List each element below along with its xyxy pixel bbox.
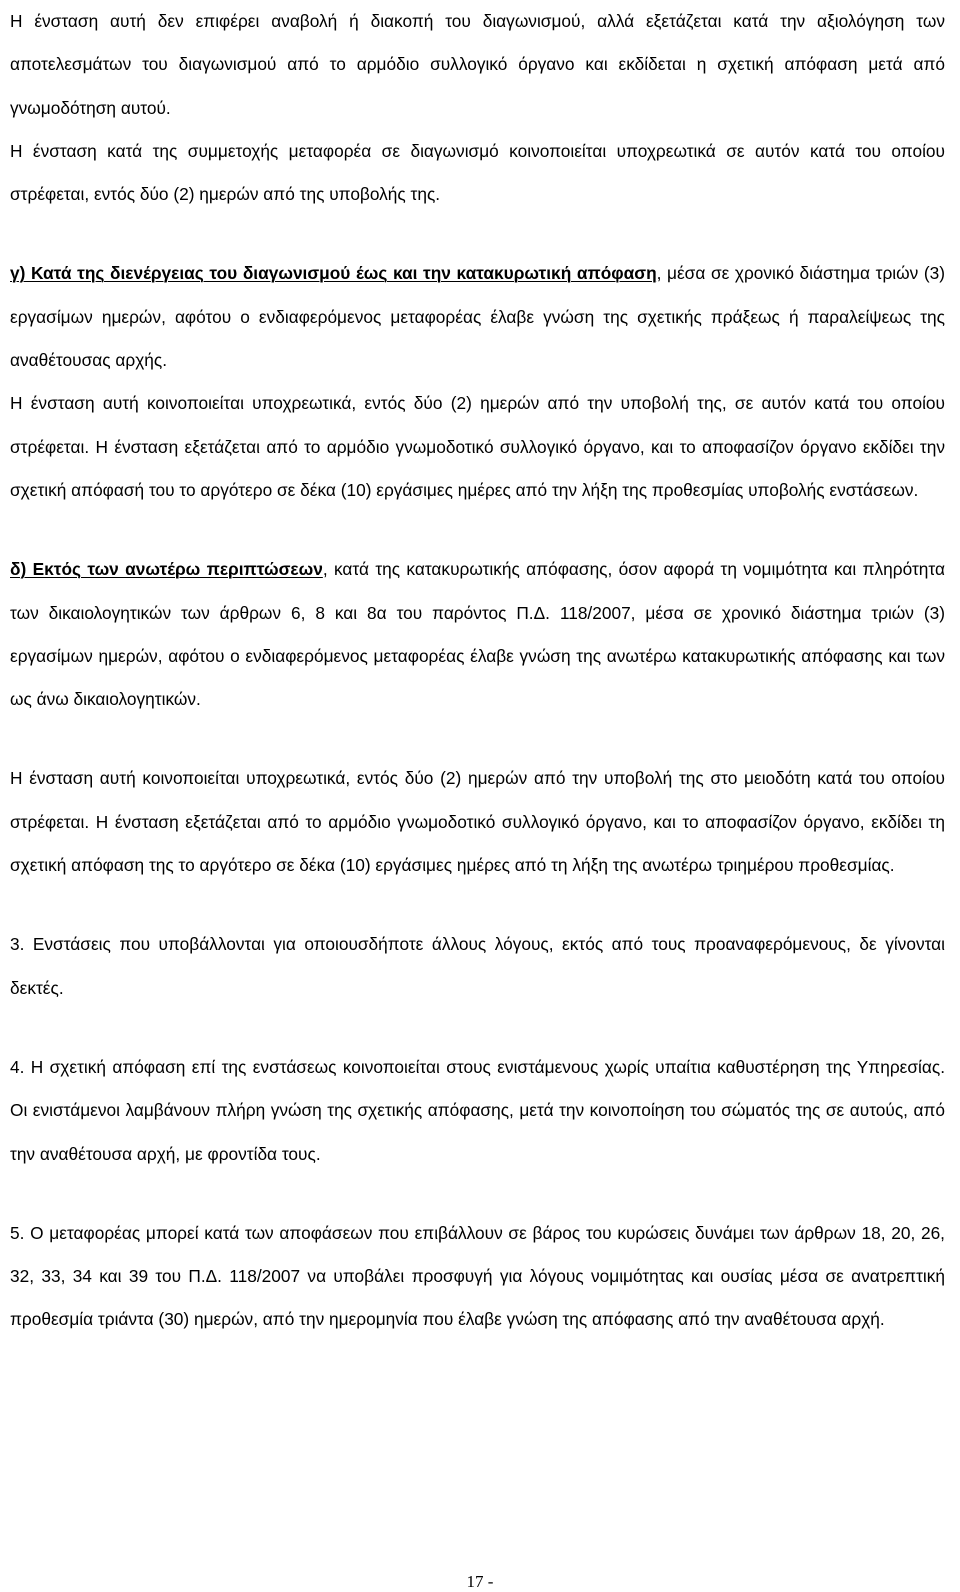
paragraph-objection-no-suspension: Η ένσταση αυτή δεν επιφέρει αναβολή ή διακοπή του διαγωνισμού, αλλά εξετάζεται κατά την αξιολόγηση των αποτελεσμάτων του διαγωνισμού από το αρμόδιο συλλογικό όργανο και εκδίδεται η σχετική απόφαση μετά από γνωμοδότηση αυτού.	[10, 11, 945, 118]
case-c-text: , μέσα σε χρονικό διάστημα τριών (3) εργασίμων ημερών, αφότου ο ενδιαφερόμενος μεταφορέας έλαβε γνώση της σχετικής πράξεως ή παραλείψεως της αναθέτουσας αρχής.	[10, 263, 945, 371]
case-c-heading: γ) Κατά της διενέργειας του διαγωνισμού έως και την κατακυρωτική απόφαση	[10, 263, 657, 284]
page-number: 17 -	[466, 1572, 494, 1591]
paragraph-item-4: 4. Η σχετική απόφαση επί της ενστάσεως κοινοποιείται στους ενιστάμενους χωρίς υπαίτια καθυστέρηση της Υπηρεσίας. Οι ενιστάμενοι λαμβάνουν πλήρη γνώση της σχετικής απόφασης, μετά την κοινοποίηση του σώματός της σε αυτούς, από την αναθέτουσα αρχή, με φροντίδα τους.	[10, 1056, 945, 1164]
paragraph-item-3: 3. Ενστάσεις που υποβάλλονται για οποιουσδήποτε άλλους λόγους, εκτός από τους προαναφερόμενους, δε γίνονται δεκτές.	[10, 934, 945, 998]
case-d-text: , κατά της κατακυρωτικής απόφασης, όσον αφορά τη νομιμότητα και πληρότητα των δικαιολογητικών των άρθρων 6, 8 και 8α του παρόντος Π.Δ. 118/2007, μέσα σε χρονικό διάστημα τριών (3) εργασίμων ημερών, αφότου ο ενδιαφερόμενος μεταφορέας έλαβε γνώση της ανωτέρω κατακυρωτικής απόφασης και των ως άνω δικαιολογητικών.	[10, 559, 945, 710]
case-d-heading: δ) Εκτός των ανωτέρω περιπτώσεων	[10, 559, 323, 580]
paragraph-case-c	[10, 252, 945, 382]
paragraph-item-5: 5. Ο μεταφορέας μπορεί κατά των αποφάσεων που επιβάλλουν σε βάρος του κυρώσεις δυνάμει των άρθρων 18, 20, 26, 32, 33, 34 και 39 του Π.Δ. 118/2007 να υποβάλει προσφυγή για λόγους νομιμότητας και ουσίας μέσα σε ανατρεπτική προθεσμία τριάντα (30) ημερών, από την ημερομηνία που έλαβε γνώση της απόφασης από την αναθέτουσα αρχή.	[10, 1222, 945, 1330]
document-body	[10, 0, 945, 1342]
paragraph-case-d	[10, 548, 945, 721]
paragraph-objection-notification: Η ένσταση κατά της συμμετοχής μεταφορέα σε διαγωνισμό κοινοποιείται υποχρεωτικά σε αυτόν κατά του οποίου στρέφεται, εντός δύο (2) ημερών από της υποβολής της.	[10, 140, 945, 205]
paragraph-case-d-notification: Η ένσταση αυτή κοινοποιείται υποχρεωτικά, εντός δύο (2) ημερών από την υποβολή της στο μειοδότη κατά του οποίου στρέφεται. Η ένσταση εξετάζεται από το αρμόδιο γνωμοδοτικό συλλογικό όργανο, και το αποφασίζον όργανο, εκδίδει τη σχετική απόφαση της το αργότερο σε δέκα (10) εργάσιμες ημέρες από τη λήξη της ανωτέρω τριημέρου προθεσμίας.	[10, 768, 945, 876]
paragraph-case-c-notification: Η ένσταση αυτή κοινοποιείται υποχρεωτικά, εντός δύο (2) ημερών από την υποβολή της, σε αυτόν κατά του οποίου στρέφεται. Η ένσταση εξετάζεται από το αρμόδιο γνωμοδοτικό συλλογικό όργανο, και το αποφασίζον όργανο εκδίδει την σχετική απόφασή του το αργότερο σε δέκα (10) εργάσιμες ημέρες από την λήξη της προθεσμίας υποβολής ενστάσεων.	[10, 393, 945, 500]
